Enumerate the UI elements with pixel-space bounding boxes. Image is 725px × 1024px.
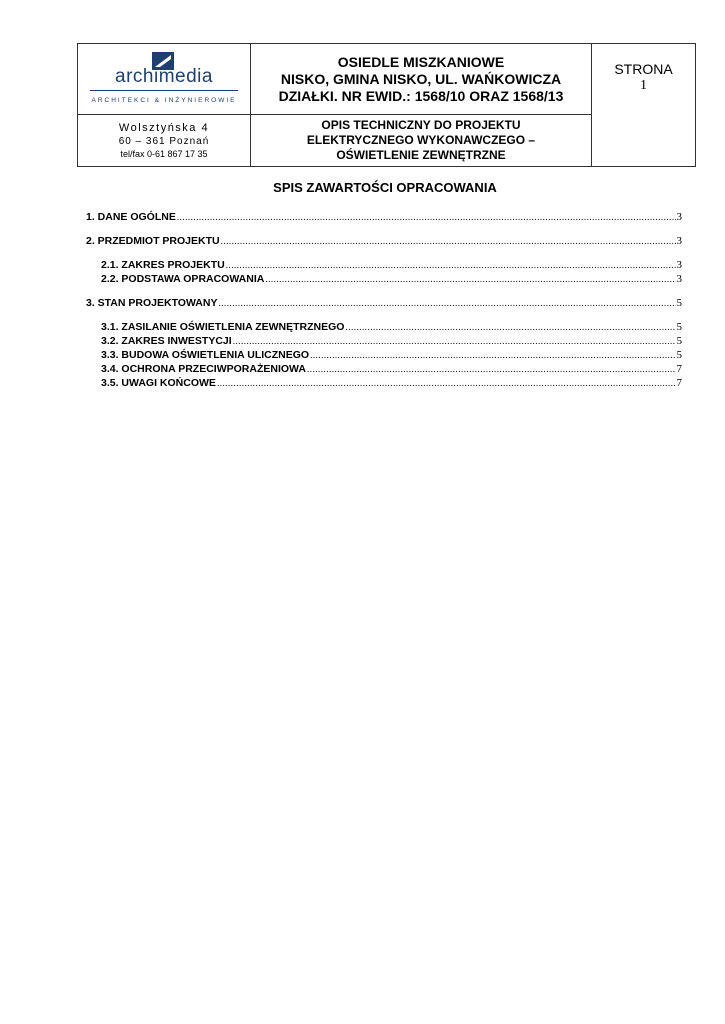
- toc-entry-label: 2. PRZEDMIOT PROJEKTU: [86, 235, 220, 247]
- toc-entry[interactable]: [86, 362, 682, 376]
- logo-cell: [78, 44, 251, 115]
- toc-entry[interactable]: [86, 258, 682, 272]
- toc-leader: [265, 272, 675, 286]
- logo-divider: [90, 90, 238, 91]
- toc-entry-label: 3.1. ZASILANIE OŚWIETLENIA ZEWNĘTRZNEGO: [101, 321, 345, 333]
- project-title-line-3: DZIAŁKI. NR EWID.: 1568/10 ORAZ 1568/13: [278, 87, 564, 104]
- company-logo: [78, 44, 250, 114]
- logo-subtitle: ARCHITEKCI & INŻYNIEROWIE: [91, 97, 237, 104]
- toc-entry-label: 3.5. UWAGI KOŃCOWE: [101, 377, 216, 389]
- toc-entry-page: 7: [676, 377, 682, 389]
- toc-entry-page: 5: [676, 297, 682, 309]
- toc-entry-page: 3: [676, 273, 682, 285]
- toc-entry[interactable]: [86, 376, 682, 390]
- toc-entry-page: 3: [676, 259, 682, 271]
- toc-title: SPIS ZAWARTOŚCI OPRACOWANIA: [273, 180, 497, 195]
- description-line-2: ELEKTRYCZNEGO WYKONAWCZEGO –: [306, 133, 536, 147]
- toc-entry-page: 3: [676, 211, 682, 223]
- project-title-cell: [251, 44, 592, 115]
- address-cell: [78, 115, 251, 167]
- toc-entry-page: 5: [676, 335, 682, 347]
- toc-leader: [226, 258, 676, 272]
- toc-entry[interactable]: [86, 296, 682, 310]
- toc-entry-label: 3.4. OCHRONA PRZECIWPORAŻENIOWA: [101, 363, 306, 375]
- toc-entry[interactable]: [86, 272, 682, 286]
- toc-entry[interactable]: [86, 210, 682, 224]
- toc-leader: [310, 348, 675, 362]
- address-street: Wolsztyńska 4: [118, 121, 210, 134]
- logo-wordmark: archimedia: [115, 66, 213, 87]
- toc-entry-label: 3.3. BUDOWA OŚWIETLENIA ULICZNEGO: [101, 349, 310, 361]
- toc-leader: [345, 320, 675, 334]
- toc-entry-label: 2.1. ZAKRES PROJEKTU: [101, 259, 225, 271]
- toc-entry-label: 3.2. ZAKRES INWESTYCJI: [101, 335, 232, 347]
- toc-entry-page: 7: [676, 363, 682, 375]
- toc-entry[interactable]: [86, 348, 682, 362]
- toc-entry[interactable]: [86, 320, 682, 334]
- project-title-line-1: OSIEDLE MISZKANIOWE: [337, 53, 505, 70]
- toc-entry-label: 1. DANE OGÓLNE: [86, 211, 176, 223]
- toc-entry-page: 3: [676, 235, 682, 247]
- project-title-line-2: NISKO, GMINA NISKO, UL. WAŃKOWICZA: [280, 70, 562, 87]
- table-of-contents: [86, 210, 682, 390]
- address-city: 60 – 361 Poznań: [118, 135, 210, 147]
- toc-leader: [217, 376, 676, 390]
- toc-leader: [218, 296, 675, 310]
- document-description-cell: [251, 115, 592, 167]
- toc-entry[interactable]: [86, 334, 682, 348]
- toc-entry-page: 5: [676, 349, 682, 361]
- toc-entry-page: 5: [676, 321, 682, 333]
- toc-entry-label: 2.2. PODSTAWA OPRACOWANIA: [101, 273, 265, 285]
- toc-leader: [221, 234, 676, 248]
- page-number: 1: [640, 78, 647, 93]
- page-number-cell: [592, 44, 696, 167]
- toc-entry-label: 3. STAN PROJEKTOWANY: [86, 297, 218, 309]
- page-label: STRONA: [614, 61, 673, 77]
- toc-entry[interactable]: [86, 234, 682, 248]
- toc-leader: [177, 210, 676, 224]
- header-table: [77, 43, 696, 167]
- description-line-3: OŚWIETLENIE ZEWNĘTRZNE: [336, 148, 506, 162]
- toc-leader: [307, 362, 676, 376]
- address-phone: tel/fax 0-61 867 17 35: [120, 148, 208, 159]
- toc-leader: [233, 334, 676, 348]
- description-line-1: OPIS TECHNICZNY DO PROJEKTU: [321, 118, 521, 132]
